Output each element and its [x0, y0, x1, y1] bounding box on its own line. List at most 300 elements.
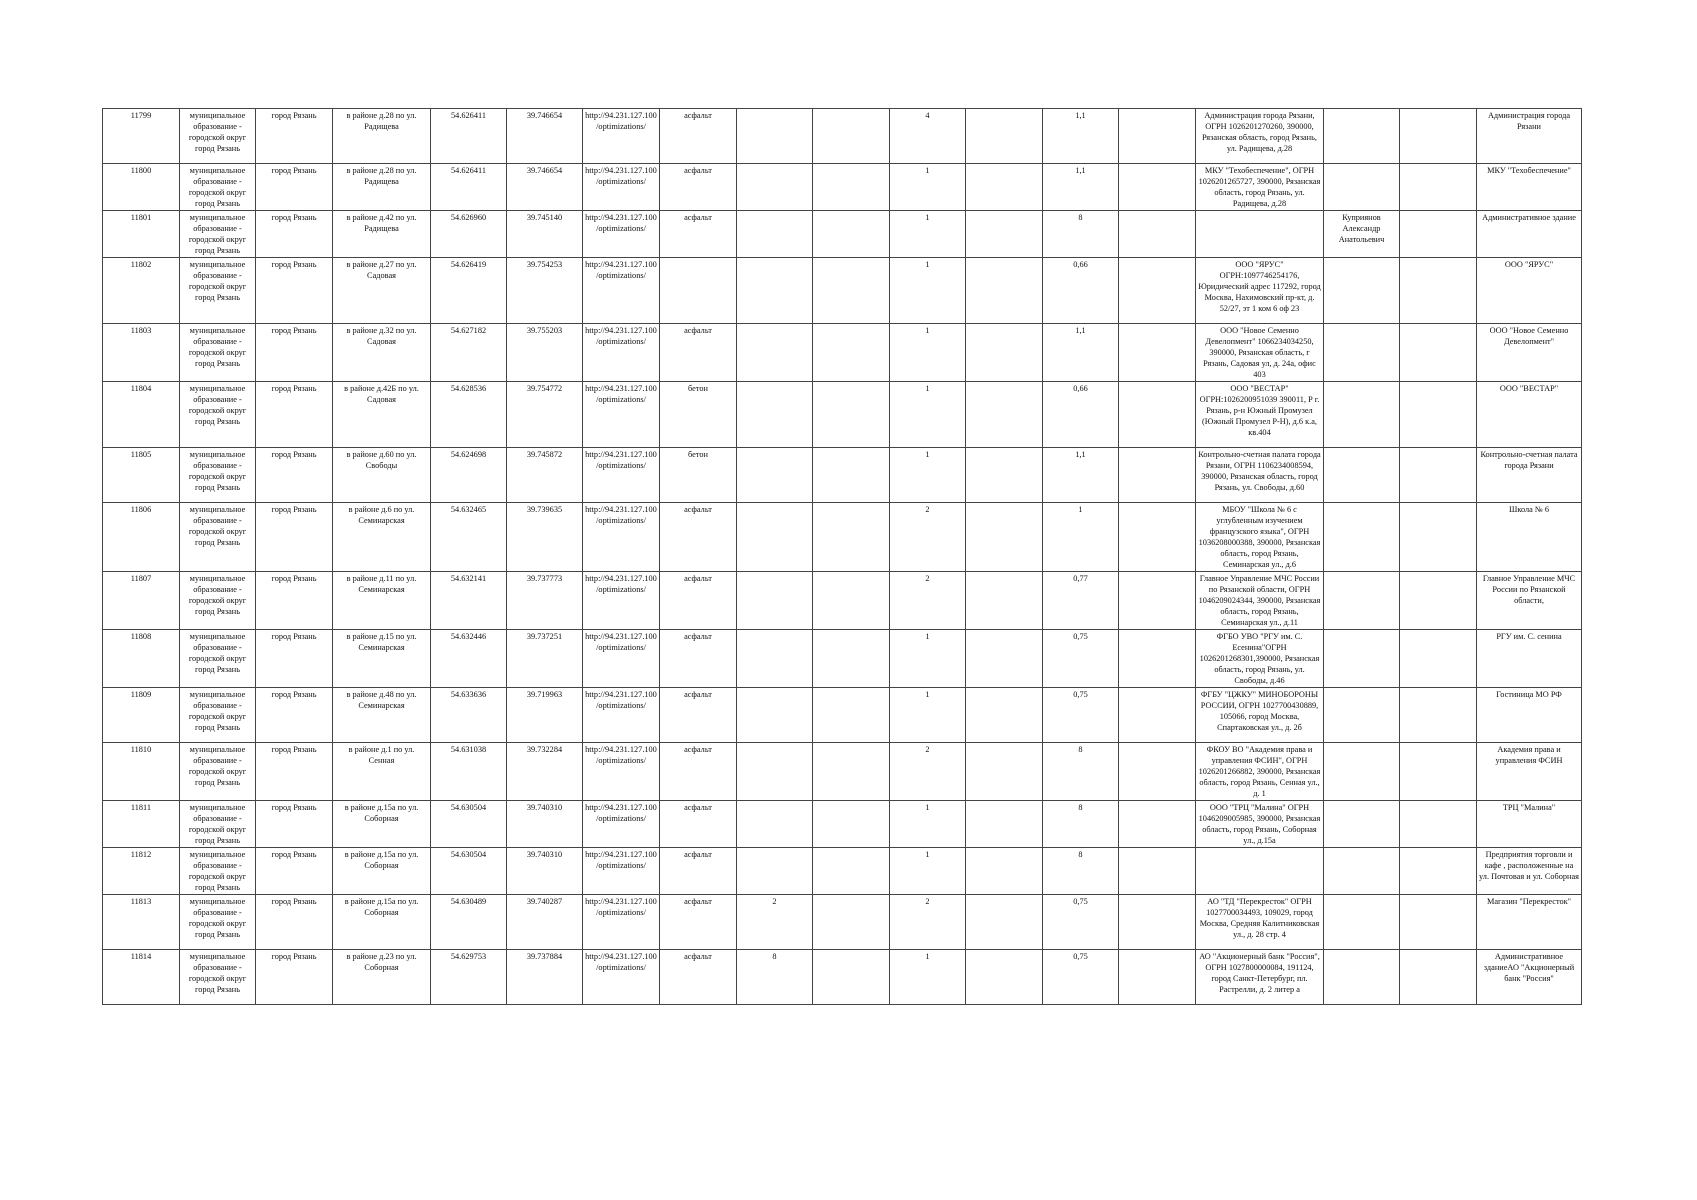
municipality-cell: муниципальное образование - городской округ город Рязань: [180, 109, 256, 164]
count-col-13-cell: [966, 688, 1043, 743]
owner-individual-cell: [1324, 848, 1400, 895]
city-cell: город Рязань: [256, 688, 333, 743]
waste-source-cell: Академия права и управления ФСИН: [1477, 743, 1582, 801]
waste-source-cell: ООО "ВЕСТАР": [1477, 382, 1582, 448]
scheme-link-cell[interactable]: http://94.231.127.100/optimizations/: [583, 164, 660, 211]
count-col-13-cell: [966, 895, 1043, 950]
surface-cell: асфальт: [660, 801, 737, 848]
registry-table: [102, 108, 1582, 1005]
count-col-10-cell: [737, 382, 813, 448]
city-cell: город Рязань: [256, 448, 333, 503]
latitude-cell: 54.632446: [431, 630, 507, 688]
latitude-cell: 54.624698: [431, 448, 507, 503]
owner-individual-cell: [1324, 743, 1400, 801]
waste-source-cell: Главное Управление МЧС России по Рязанской области,: [1477, 572, 1582, 630]
container-count-cell: 2: [890, 503, 966, 572]
scheme-link-cell[interactable]: http://94.231.127.100/optimizations/: [583, 448, 660, 503]
city-cell: город Рязань: [256, 630, 333, 688]
count-col-11-cell: [813, 950, 890, 1005]
waste-source-cell: Контрольно-счетная палата города Рязани: [1477, 448, 1582, 503]
row-number-cell: 11814: [103, 950, 180, 1005]
latitude-cell: 54.630504: [431, 801, 507, 848]
owner-legal-entity-cell: ООО "ЯРУС" ОГРН:1097746254176, Юридический адрес 117292, город Москва, Нахимовский пр-кт, д. 52/27, эт 1 ком 6 оф 23: [1196, 258, 1324, 324]
table-row: [103, 895, 1582, 950]
owner-legal-entity-cell: Контрольно-счетная палата города Рязани, ОГРН 1106234008594, 390000, Рязанская область, город Рязань, ул. Свободы, д.60: [1196, 448, 1324, 503]
surface-cell: асфальт: [660, 743, 737, 801]
table-row: [103, 688, 1582, 743]
empty-col-cell: [1119, 572, 1196, 630]
latitude-cell: 54.631038: [431, 743, 507, 801]
latitude-cell: 54.629753: [431, 950, 507, 1005]
municipality-cell: муниципальное образование - городской округ город Рязань: [180, 503, 256, 572]
surface-cell: асфальт: [660, 572, 737, 630]
col-17-cell: [1400, 448, 1477, 503]
table-row: [103, 324, 1582, 382]
col-17-cell: [1400, 382, 1477, 448]
row-number-cell: 11802: [103, 258, 180, 324]
owner-legal-entity-cell: ООО "ТРЦ "Малина" ОГРН 1046209005985, 390000, Рязанская область, город Рязань, Соборная ул., д.15а: [1196, 801, 1324, 848]
address-cell: в районе д.15а по ул. Соборная: [333, 848, 431, 895]
count-col-11-cell: [813, 448, 890, 503]
owner-individual-cell: [1324, 448, 1400, 503]
count-col-13-cell: [966, 848, 1043, 895]
surface-cell: асфальт: [660, 950, 737, 1005]
col-17-cell: [1400, 211, 1477, 258]
container-count-cell: 2: [890, 572, 966, 630]
table-row: [103, 572, 1582, 630]
longitude-cell: 39.737884: [507, 950, 583, 1005]
empty-col-cell: [1119, 324, 1196, 382]
scheme-link-cell[interactable]: http://94.231.127.100/optimizations/: [583, 258, 660, 324]
longitude-cell: 39.745140: [507, 211, 583, 258]
owner-individual-cell: [1324, 324, 1400, 382]
address-cell: в районе д.42Б по ул. Садовая: [333, 382, 431, 448]
latitude-cell: 54.626419: [431, 258, 507, 324]
count-col-10-cell: [737, 503, 813, 572]
container-count-cell: 1: [890, 630, 966, 688]
owner-legal-entity-cell: МБОУ "Школа № 6 с углубленным изучением французского языка", ОГРН 1036208000388, 390000, Рязанская область, город Рязань, Семинарская ул., д.6: [1196, 503, 1324, 572]
count-col-11-cell: [813, 743, 890, 801]
city-cell: город Рязань: [256, 324, 333, 382]
table-row: [103, 211, 1582, 258]
row-number-cell: 11803: [103, 324, 180, 382]
scheme-link-cell[interactable]: http://94.231.127.100/optimizations/: [583, 848, 660, 895]
longitude-cell: 39.740310: [507, 848, 583, 895]
count-col-10-cell: [737, 743, 813, 801]
surface-cell: асфальт: [660, 848, 737, 895]
surface-cell: асфальт: [660, 895, 737, 950]
count-col-13-cell: [966, 743, 1043, 801]
waste-source-cell: Администрация города Рязани: [1477, 109, 1582, 164]
count-col-11-cell: [813, 630, 890, 688]
container-volume-cell: 8: [1043, 743, 1119, 801]
waste-source-cell: МКУ "Техобеспечение": [1477, 164, 1582, 211]
scheme-link-cell[interactable]: http://94.231.127.100/optimizations/: [583, 324, 660, 382]
container-volume-cell: 8: [1043, 801, 1119, 848]
row-number-cell: 11813: [103, 895, 180, 950]
row-number-cell: 11806: [103, 503, 180, 572]
owner-individual-cell: [1324, 895, 1400, 950]
table-row: [103, 109, 1582, 164]
container-count-cell: 2: [890, 895, 966, 950]
count-col-10-cell: [737, 848, 813, 895]
container-count-cell: 1: [890, 164, 966, 211]
count-col-11-cell: [813, 211, 890, 258]
surface-cell: асфальт: [660, 211, 737, 258]
longitude-cell: 39.746654: [507, 109, 583, 164]
waste-source-cell: Предприятия торговли и кафе , расположенные на ул. Почтовая и ул. Соборная: [1477, 848, 1582, 895]
container-volume-cell: 0,66: [1043, 382, 1119, 448]
longitude-cell: 39.754772: [507, 382, 583, 448]
empty-col-cell: [1119, 801, 1196, 848]
city-cell: город Рязань: [256, 258, 333, 324]
table-row: [103, 164, 1582, 211]
city-cell: город Рязань: [256, 848, 333, 895]
container-volume-cell: 0,77: [1043, 572, 1119, 630]
col-17-cell: [1400, 503, 1477, 572]
waste-source-cell: ООО "Новое Семенно Девелопмент": [1477, 324, 1582, 382]
waste-source-cell: Школа № 6: [1477, 503, 1582, 572]
owner-individual-cell: [1324, 258, 1400, 324]
surface-cell: бетон: [660, 382, 737, 448]
scheme-link-cell[interactable]: http://94.231.127.100/optimizations/: [583, 630, 660, 688]
municipality-cell: муниципальное образование - городской округ город Рязань: [180, 211, 256, 258]
container-volume-cell: 1,1: [1043, 324, 1119, 382]
waste-source-cell: РГУ им. С. сенина: [1477, 630, 1582, 688]
container-volume-cell: 1,1: [1043, 164, 1119, 211]
table-row: [103, 258, 1582, 324]
city-cell: город Рязань: [256, 503, 333, 572]
longitude-cell: 39.739635: [507, 503, 583, 572]
municipality-cell: муниципальное образование - городской округ город Рязань: [180, 688, 256, 743]
address-cell: в районе д.11 по ул. Семинарская: [333, 572, 431, 630]
municipality-cell: муниципальное образование - городской округ город Рязань: [180, 895, 256, 950]
city-cell: город Рязань: [256, 950, 333, 1005]
surface-cell: асфальт: [660, 503, 737, 572]
container-count-cell: 1: [890, 801, 966, 848]
municipality-cell: муниципальное образование - городской округ город Рязань: [180, 448, 256, 503]
owner-legal-entity-cell: ООО "ВЕСТАР" ОГРН:1026200951039 390011, Р г. Рязань, р-н Южный Промузел (Южный Промузел Р-Н), д.6 к.а, кв.404: [1196, 382, 1324, 448]
count-col-11-cell: [813, 164, 890, 211]
row-number-cell: 11809: [103, 688, 180, 743]
count-col-11-cell: [813, 324, 890, 382]
count-col-10-cell: [737, 801, 813, 848]
empty-col-cell: [1119, 848, 1196, 895]
scheme-link-cell[interactable]: http://94.231.127.100/optimizations/: [583, 743, 660, 801]
count-col-11-cell: [813, 109, 890, 164]
empty-col-cell: [1119, 448, 1196, 503]
owner-individual-cell: Куприянов Александр Анатольевич: [1324, 211, 1400, 258]
count-col-10-cell: [737, 572, 813, 630]
count-col-13-cell: [966, 324, 1043, 382]
owner-individual-cell: [1324, 801, 1400, 848]
scheme-link-cell[interactable]: http://94.231.127.100/optimizations/: [583, 950, 660, 1005]
longitude-cell: 39.719963: [507, 688, 583, 743]
waste-source-cell: ТРЦ "Малина": [1477, 801, 1582, 848]
owner-legal-entity-cell: ООО "Новое Семенно Девелопмент" 1066234034250, 390000, Рязанская область, г Рязань, Садовая ул, д. 24а, офис 403: [1196, 324, 1324, 382]
empty-col-cell: [1119, 164, 1196, 211]
count-col-13-cell: [966, 503, 1043, 572]
count-col-13-cell: [966, 258, 1043, 324]
address-cell: в районе д.15 по ул. Семинарская: [333, 630, 431, 688]
owner-legal-entity-cell: ФГБО УВО "РГУ им. С. Есенина"ОГРН 1026201268301,390000, Рязанская область, город Рязань, ул. Свободы, д.46: [1196, 630, 1324, 688]
scheme-link-cell[interactable]: http://94.231.127.100/optimizations/: [583, 895, 660, 950]
surface-cell: асфальт: [660, 688, 737, 743]
address-cell: в районе д.23 по ул. Соборная: [333, 950, 431, 1005]
address-cell: в районе д.15а по ул. Соборная: [333, 895, 431, 950]
longitude-cell: 39.754253: [507, 258, 583, 324]
container-volume-cell: 0,66: [1043, 258, 1119, 324]
latitude-cell: 54.633636: [431, 688, 507, 743]
address-cell: в районе д.42 по ул. Радищева: [333, 211, 431, 258]
longitude-cell: 39.737251: [507, 630, 583, 688]
count-col-10-cell: [737, 688, 813, 743]
container-count-cell: 1: [890, 688, 966, 743]
owner-individual-cell: [1324, 950, 1400, 1005]
municipality-cell: муниципальное образование - городской округ город Рязань: [180, 572, 256, 630]
municipality-cell: муниципальное образование - городской округ город Рязань: [180, 258, 256, 324]
container-volume-cell: 0,75: [1043, 688, 1119, 743]
container-volume-cell: 8: [1043, 848, 1119, 895]
table-row: [103, 950, 1582, 1005]
count-col-10-cell: [737, 324, 813, 382]
table-row: [103, 801, 1582, 848]
address-cell: в районе д.32 по ул. Садовая: [333, 324, 431, 382]
city-cell: город Рязань: [256, 895, 333, 950]
owner-legal-entity-cell: Главное Управление МЧС России по Рязанской области, ОГРН 1046209024344, 390000, Рязанская область, город Рязань, Семинарская ул., д.11: [1196, 572, 1324, 630]
count-col-11-cell: [813, 258, 890, 324]
scheme-link-cell[interactable]: http://94.231.127.100/optimizations/: [583, 211, 660, 258]
empty-col-cell: [1119, 109, 1196, 164]
count-col-13-cell: [966, 950, 1043, 1005]
count-col-11-cell: [813, 688, 890, 743]
municipality-cell: муниципальное образование - городской округ город Рязань: [180, 743, 256, 801]
owner-legal-entity-cell: Администрация города Рязани, ОГРН 1026201270260, 390000, Рязанская область, город Рязань, ул. Радищева, д.28: [1196, 109, 1324, 164]
owner-individual-cell: [1324, 382, 1400, 448]
count-col-10-cell: [737, 211, 813, 258]
surface-cell: асфальт: [660, 630, 737, 688]
col-17-cell: [1400, 164, 1477, 211]
latitude-cell: 54.632141: [431, 572, 507, 630]
count-col-11-cell: [813, 848, 890, 895]
longitude-cell: 39.755203: [507, 324, 583, 382]
count-col-10-cell: [737, 109, 813, 164]
longitude-cell: 39.732284: [507, 743, 583, 801]
row-number-cell: 11804: [103, 382, 180, 448]
scheme-link-cell[interactable]: http://94.231.127.100/optimizations/: [583, 109, 660, 164]
owner-individual-cell: [1324, 572, 1400, 630]
surface-cell: бетон: [660, 448, 737, 503]
container-count-cell: 1: [890, 448, 966, 503]
address-cell: в районе д.6 по ул. Семинарская: [333, 503, 431, 572]
col-17-cell: [1400, 688, 1477, 743]
waste-source-cell: Административное здание: [1477, 211, 1582, 258]
scheme-link-cell[interactable]: http://94.231.127.100/optimizations/: [583, 688, 660, 743]
surface-cell: асфальт: [660, 164, 737, 211]
municipality-cell: муниципальное образование - городской округ город Рязань: [180, 950, 256, 1005]
empty-col-cell: [1119, 950, 1196, 1005]
surface-cell: асфальт: [660, 324, 737, 382]
count-col-13-cell: [966, 164, 1043, 211]
empty-col-cell: [1119, 743, 1196, 801]
count-col-13-cell: [966, 572, 1043, 630]
address-cell: в районе д.28 по ул. Радищева: [333, 109, 431, 164]
col-17-cell: [1400, 258, 1477, 324]
table-row: [103, 448, 1582, 503]
count-col-10-cell: 2: [737, 895, 813, 950]
address-cell: в районе д.60 по ул. Свободы: [333, 448, 431, 503]
count-col-10-cell: [737, 258, 813, 324]
latitude-cell: 54.630504: [431, 848, 507, 895]
scheme-link-cell[interactable]: http://94.231.127.100/optimizations/: [583, 801, 660, 848]
address-cell: в районе д.28 по ул. Радищева: [333, 164, 431, 211]
container-count-cell: 1: [890, 950, 966, 1005]
container-volume-cell: 8: [1043, 211, 1119, 258]
count-col-10-cell: 8: [737, 950, 813, 1005]
longitude-cell: 39.740287: [507, 895, 583, 950]
count-col-11-cell: [813, 895, 890, 950]
container-count-cell: 2: [890, 743, 966, 801]
waste-source-cell: Гостиница МО РФ: [1477, 688, 1582, 743]
municipality-cell: муниципальное образование - городской округ город Рязань: [180, 630, 256, 688]
owner-individual-cell: [1324, 503, 1400, 572]
city-cell: город Рязань: [256, 572, 333, 630]
row-number-cell: 11812: [103, 848, 180, 895]
city-cell: город Рязань: [256, 211, 333, 258]
row-number-cell: 11810: [103, 743, 180, 801]
owner-individual-cell: [1324, 630, 1400, 688]
owner-legal-entity-cell: МКУ "Техобеспечение", ОГРН 1026201265727, 390000, Рязанская область, город Рязань, ул. Радищева, д.28: [1196, 164, 1324, 211]
surface-cell: [660, 258, 737, 324]
longitude-cell: 39.745872: [507, 448, 583, 503]
count-col-11-cell: [813, 503, 890, 572]
count-col-13-cell: [966, 801, 1043, 848]
count-col-11-cell: [813, 382, 890, 448]
longitude-cell: 39.737773: [507, 572, 583, 630]
table-row: [103, 743, 1582, 801]
owner-legal-entity-cell: АО "ТД "Перекресток" ОГРН 1027700034493, 109029, город Москва, Средняя Калитниковская ул., д. 28 стр. 4: [1196, 895, 1324, 950]
table-row: [103, 382, 1582, 448]
count-col-13-cell: [966, 211, 1043, 258]
owner-legal-entity-cell: [1196, 211, 1324, 258]
scheme-link-cell[interactable]: http://94.231.127.100/optimizations/: [583, 572, 660, 630]
owner-legal-entity-cell: ФГБУ "ЦЖКУ" МИНОБОРОНЫ РОССИИ, ОГРН 1027700430889, 105066, город Москва, Спартаковская ул., д. 2б: [1196, 688, 1324, 743]
municipality-cell: муниципальное образование - городской округ город Рязань: [180, 848, 256, 895]
container-volume-cell: 0,75: [1043, 950, 1119, 1005]
address-cell: в районе д.27 по ул. Садовая: [333, 258, 431, 324]
count-col-13-cell: [966, 630, 1043, 688]
col-17-cell: [1400, 801, 1477, 848]
count-col-11-cell: [813, 801, 890, 848]
container-volume-cell: 0,75: [1043, 630, 1119, 688]
count-col-10-cell: [737, 630, 813, 688]
longitude-cell: 39.746654: [507, 164, 583, 211]
city-cell: город Рязань: [256, 743, 333, 801]
latitude-cell: 54.626411: [431, 164, 507, 211]
empty-col-cell: [1119, 382, 1196, 448]
container-count-cell: 1: [890, 258, 966, 324]
address-cell: в районе д.48 по ул. Семинарская: [333, 688, 431, 743]
owner-legal-entity-cell: АО "Акционерный банк "Россия", ОГРН 1027800000084, 191124, город Санкт-Петербург, пл. Растрелли, д. 2 литер а: [1196, 950, 1324, 1005]
table-row: [103, 848, 1582, 895]
col-17-cell: [1400, 109, 1477, 164]
surface-cell: асфальт: [660, 109, 737, 164]
count-col-10-cell: [737, 448, 813, 503]
container-count-cell: 1: [890, 324, 966, 382]
col-17-cell: [1400, 950, 1477, 1005]
owner-individual-cell: [1324, 109, 1400, 164]
owner-individual-cell: [1324, 688, 1400, 743]
container-count-cell: 4: [890, 109, 966, 164]
col-17-cell: [1400, 848, 1477, 895]
waste-source-cell: ООО "ЯРУС": [1477, 258, 1582, 324]
latitude-cell: 54.628536: [431, 382, 507, 448]
registry-rows: [103, 109, 1582, 1005]
table-row: [103, 630, 1582, 688]
empty-col-cell: [1119, 211, 1196, 258]
latitude-cell: 54.627182: [431, 324, 507, 382]
city-cell: город Рязань: [256, 801, 333, 848]
city-cell: город Рязань: [256, 164, 333, 211]
latitude-cell: 54.630489: [431, 895, 507, 950]
municipality-cell: муниципальное образование - городской округ город Рязань: [180, 324, 256, 382]
row-number-cell: 11801: [103, 211, 180, 258]
count-col-13-cell: [966, 448, 1043, 503]
container-volume-cell: 1: [1043, 503, 1119, 572]
col-17-cell: [1400, 630, 1477, 688]
longitude-cell: 39.740310: [507, 801, 583, 848]
waste-source-cell: Административное зданиеАО "Акционерный банк "Россия": [1477, 950, 1582, 1005]
latitude-cell: 54.632465: [431, 503, 507, 572]
waste-source-cell: Магазин "Перекресток": [1477, 895, 1582, 950]
col-17-cell: [1400, 572, 1477, 630]
city-cell: город Рязань: [256, 109, 333, 164]
registry-sheet: [102, 108, 1582, 1005]
empty-col-cell: [1119, 503, 1196, 572]
count-col-13-cell: [966, 382, 1043, 448]
table-row: [103, 503, 1582, 572]
empty-col-cell: [1119, 258, 1196, 324]
scheme-link-cell[interactable]: http://94.231.127.100/optimizations/: [583, 382, 660, 448]
latitude-cell: 54.626960: [431, 211, 507, 258]
col-17-cell: [1400, 895, 1477, 950]
col-17-cell: [1400, 324, 1477, 382]
container-count-cell: 1: [890, 382, 966, 448]
row-number-cell: 11807: [103, 572, 180, 630]
latitude-cell: 54.626411: [431, 109, 507, 164]
empty-col-cell: [1119, 895, 1196, 950]
count-col-10-cell: [737, 164, 813, 211]
row-number-cell: 11805: [103, 448, 180, 503]
count-col-13-cell: [966, 109, 1043, 164]
container-count-cell: 1: [890, 848, 966, 895]
municipality-cell: муниципальное образование - городской округ город Рязань: [180, 801, 256, 848]
city-cell: город Рязань: [256, 382, 333, 448]
col-17-cell: [1400, 743, 1477, 801]
row-number-cell: 11808: [103, 630, 180, 688]
empty-col-cell: [1119, 630, 1196, 688]
owner-legal-entity-cell: ФКОУ ВО "Академия права и управления ФСИН", ОГРН 1026201266882, 390000, Рязанская область, город Рязань, Сенная ул., д. 1: [1196, 743, 1324, 801]
row-number-cell: 11811: [103, 801, 180, 848]
container-volume-cell: 0,75: [1043, 895, 1119, 950]
municipality-cell: муниципальное образование - городской округ город Рязань: [180, 164, 256, 211]
owner-individual-cell: [1324, 164, 1400, 211]
container-count-cell: 1: [890, 211, 966, 258]
count-col-11-cell: [813, 572, 890, 630]
row-number-cell: 11799: [103, 109, 180, 164]
container-volume-cell: 1,1: [1043, 109, 1119, 164]
scheme-link-cell[interactable]: http://94.231.127.100/optimizations/: [583, 503, 660, 572]
